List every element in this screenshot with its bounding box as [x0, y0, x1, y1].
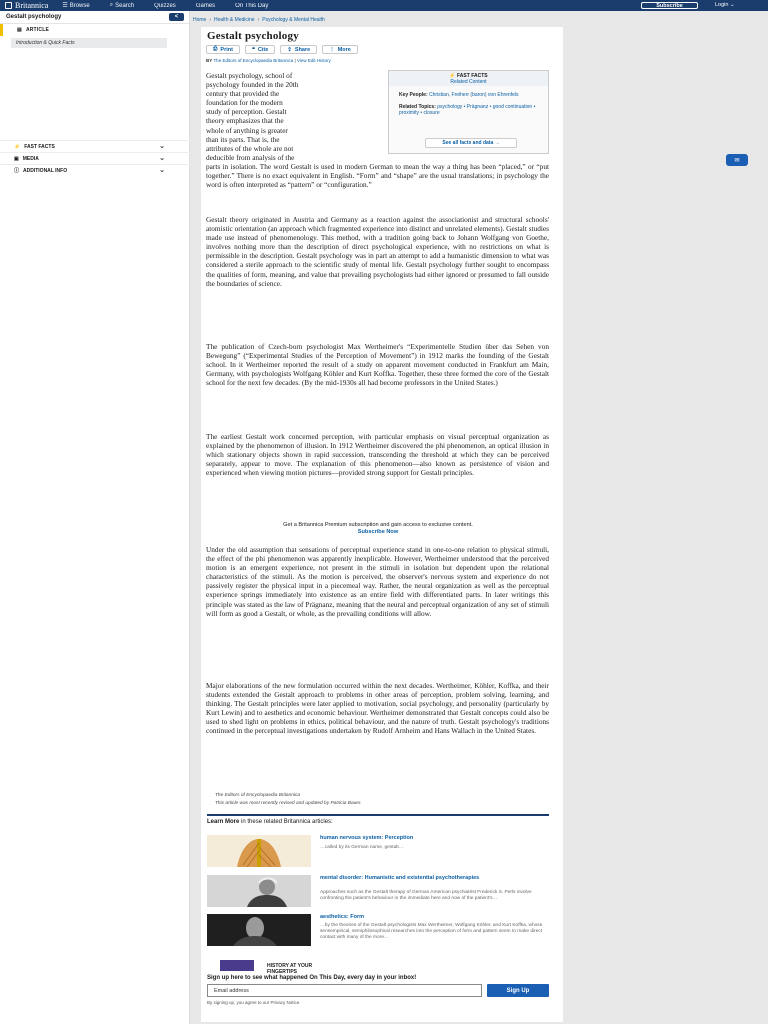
nav-browse[interactable]: ☰ Browse — [62, 2, 90, 9]
related-title[interactable]: human nervous system: Perception — [320, 835, 414, 841]
chevron-down-icon: ⌄ — [159, 167, 165, 174]
intro-line: century that provided the — [206, 89, 280, 99]
login-button[interactable]: Login ⌄ — [715, 2, 735, 8]
intro-line: than its parts. That is, the — [206, 134, 280, 144]
share-icon: ⇪ — [287, 46, 292, 53]
breadcrumb-home[interactable]: Home — [193, 17, 207, 23]
chat-icon: ✉ — [734, 157, 740, 164]
print-button[interactable]: ⎙ Print — [206, 45, 240, 54]
share-button[interactable]: ⇪ Share — [280, 45, 317, 54]
envelope-icon — [220, 960, 254, 971]
page-title: Gestalt psychology — [207, 30, 299, 42]
info-icon: ⓘ — [14, 168, 20, 174]
aesthetics-photo — [207, 914, 311, 946]
intro-line: foundation for the modern — [206, 98, 283, 108]
related-desc: Approaches such as the Gestalt therapy of German American psychiatrist Frederick S. Perls involve confronting the patient's behaviour in the immediate here and now of the patient's… — [320, 890, 532, 901]
credit-revision: This article was most recently revised and updated by Patricia Bauer. — [215, 801, 362, 806]
learn-more-heading: Learn More in these related Britannica articles: — [207, 819, 333, 825]
paragraph-3: The publication of Czech-born psychologist Max Wertheimer's “Experimentelle Studien über das Sehen von Bewegung” (“Experimental Studies of the Perception of Movement”) in 1912 marks the founding of the Gestalt school. In it Wertheimer reported the result of a study on apparent movement conducted in Frankfurt am Main, Germany, with psychologists Wolfgang Köhler and Kurt Koffka. Together, these three formed the core of the Gestalt school for the next few decades. (By the mid-1930s all had become professors in the United States.) — [206, 342, 549, 388]
nav-search[interactable]: ⌕ Search — [109, 2, 135, 9]
related-article[interactable] — [207, 835, 549, 871]
more-button[interactable]: ⋮ More — [322, 45, 358, 54]
nav-quizzes[interactable]: Quizzes — [154, 2, 176, 9]
feedback-button[interactable] — [726, 154, 748, 166]
editors-link[interactable]: The Editors of Encyclopaedia Britannica — [213, 58, 294, 63]
britannica-logo[interactable]: Britannica — [5, 1, 48, 10]
intro-line: Gestalt psychology, school of — [206, 71, 293, 80]
chevron-down-icon: ⌄ — [159, 143, 165, 150]
edit-history-link[interactable]: View Edit History — [296, 58, 331, 63]
fast-facts-heading: ⚡ FAST FACTS — [449, 73, 488, 79]
related-article[interactable] — [207, 914, 549, 948]
chevron-down-icon: ⌄ — [730, 2, 735, 8]
sidebar-item-intro[interactable]: Introduction & Quick Facts — [11, 38, 167, 48]
byline: BY The Editors of Encyclopaedia Britannica | View Edit History — [206, 58, 331, 63]
paragraph-4: The earliest Gestalt work concerned perception, with particular emphasis on visual perceptual organization as explained by the phenomenon of illusion. In 1912 Wertheimer discovered the phi phenomenon, an optical illusion in which stationary objects shown in rapid succession, transcending the threshold at which they can be perceived separately, appear to move. The explanation of this phenomenon—also known as persistence of vision and experienced when viewing motion pictures—provided strong support for Gestalt principles. — [206, 432, 549, 478]
subscribe-button[interactable]: Subscribe — [641, 2, 698, 9]
breadcrumb-psychology[interactable]: Psychology & Mental Health — [262, 17, 325, 23]
intro-line: whole of anything is greater — [206, 125, 288, 135]
sidebar-item-fast-facts[interactable]: ⚡ FAST FACTS ⌄ — [0, 140, 190, 152]
related-title[interactable]: mental disorder: Humanistic and existential psychotherapies — [320, 875, 480, 881]
sidebar-item-media[interactable]: ▣ MEDIA ⌄ — [0, 152, 190, 164]
intro-line: deducible from analysis of the — [206, 152, 295, 162]
intro-line: attributes of the whole are not — [206, 143, 294, 153]
sidebar-title: Gestalt psychology — [6, 14, 62, 20]
more-icon: ⋮ — [329, 46, 335, 53]
paragraph-6: Major elaborations of the new formulation occurred within the next decades. Wertheimer, Köhler, Koffka, and their students extended the Gestalt approach to problems in other areas of perception, problem solving, learning, and thinking. The Gestalt principles were later applied to motivation, social psychology, and personality (particularly by Kurt Lewin) and to aesthetics and economic behaviour. Wertheimer demonstrated that Gestalt concepts could also be used to shed light on problems in ethics, political behaviour, and the nature of truth. Gestalt psychology's traditions continued in the perceptual investigations undertaken by Rudolf Arnheim and Hans Wallach in the United States. — [206, 681, 549, 736]
divider — [207, 814, 549, 816]
perls-photo — [207, 875, 311, 907]
intro-line: theory emphasizes that the — [206, 116, 284, 126]
top-nav — [0, 0, 768, 11]
fast-facts-box: ⚡ FAST FACTS Related Content Key People: Christian, Freiherr (baron) von Ehrenfels Related Topics: psychology • Prägnanz • good continuation • proximity • closure See all facts and data → — [388, 70, 549, 154]
search-icon: ⌕ — [109, 2, 114, 8]
sidebar-item-additional-info[interactable]: ⓘ ADDITIONAL INFO ⌄ — [0, 164, 190, 176]
nav-games[interactable]: Games — [195, 2, 216, 9]
quote-icon: ❝ — [251, 46, 255, 53]
document-icon: ▤ — [17, 27, 22, 33]
related-article[interactable] — [207, 875, 549, 911]
breadcrumb: Home › Health & Medicine › Psychology & Mental Health — [193, 17, 325, 23]
related-desc: …by the theories of the Gestalt psychologists Max Wertheimer, Wolfgang Köhler, and Kurt Koffka, whose sensempirical, semiphilosophical researches into the perception of form and pattern seem to make direct contact with many of the more… — [320, 923, 543, 940]
newsletter-lead: Sign up here to see what happened On This Day, every day in your inbox! — [207, 975, 417, 981]
intro-line: study of perception. Gestalt — [206, 107, 287, 117]
premium-promo: Get a Britannica Premium subscription and gain access to exclusive content. Subscribe Now — [207, 522, 549, 536]
sidebar — [0, 11, 190, 1024]
related-desc: …called by its German name, gestalt… — [320, 845, 404, 850]
media-icon: ▣ — [14, 155, 19, 162]
email-field[interactable]: Email address — [207, 984, 482, 997]
collapse-sidebar-button[interactable]: < — [169, 13, 184, 21]
cite-button[interactable]: ❝ Cite — [245, 45, 275, 54]
newsletter-heading: HISTORY AT YOUR FINGERTIPS — [267, 963, 313, 975]
credit-editors-link[interactable]: The Editors of Encyclopaedia Britannica — [215, 793, 301, 798]
subscribe-now-link[interactable]: Subscribe Now — [357, 529, 399, 535]
intro-lines — [206, 71, 384, 162]
intro-line: psychology founded in the 20th — [206, 80, 299, 90]
nervous-system-image — [207, 835, 311, 867]
related-title[interactable]: aesthetics: Form — [320, 914, 365, 920]
sidebar-item-article[interactable]: ▤ ARTICLE — [0, 24, 189, 36]
related-topics-links[interactable]: psychology • Prägnanz • good continuation • proximity • closure — [399, 103, 536, 116]
related-content-link[interactable]: Related Content — [450, 79, 487, 85]
chevron-down-icon: ⌄ — [159, 155, 165, 162]
paragraph-1: parts in isolation. The word Gestalt is used in modern German to mean the way a thing has been “placed,” or “put together.” There is no exact equivalent in English. “Form” and “shape” are the usual translations; in psychology the word is often interpreted as “pattern” or “configuration.” — [206, 162, 549, 190]
sign-up-button[interactable]: Sign Up — [487, 984, 549, 997]
see-all-facts-button[interactable]: See all facts and data → — [425, 138, 517, 148]
thistle-icon — [5, 2, 12, 9]
print-icon: ⎙ — [213, 46, 218, 52]
privacy-notice[interactable]: By signing up, you agree to our Privacy Notice. — [207, 1000, 301, 1005]
breadcrumb-health[interactable]: Health & Medicine — [214, 17, 255, 23]
nav-on-this-day[interactable]: On This Day — [235, 2, 269, 9]
lightning-icon: ⚡ — [14, 143, 21, 150]
sidebar-header — [0, 11, 189, 24]
paragraph-5: Under the old assumption that sensations of perceptual experience stand in one-to-one relation to physical stimuli, the effect of the phi phenomenon was apparently inexplicable. However, Wertheimer understood that the perceived motion is an emergent experience, not present in the stimuli in isolation but dependent upon the relational characteristics of the stimuli. As the motion is perceived, the observer's nervous system and experience do not passively register the physical input in a piecemeal way. Rather, the neural organization as well as the perceptual experience springs immediately into existence as an entire field with differentiated parts. In later writings this principle was stated as the law of Prägnanz, meaning that the neural and perceptual organization of any set of stimuli will form as good a Gestalt, or whole, as the prevailing conditions will allow. — [206, 545, 549, 618]
paragraph-2: Gestalt theory originated in Austria and Germany as a reaction against the associationist and structural schools' atomistic orientation (an approach which fragmented experience into distinct and unrelated elements). Gestalt studies made use instead of phenomenology. This method, with a tradition going back to Johann Wolfgang von Goethe, involves nothing more than the description of direct psychological experience, with no restrictions on what is permissible in the description. Gestalt psychology was in part an attempt to add a humanistic dimension to what was considered a sterile approach to the scientific study of mental life. Gestalt psychology further sought to encompass the qualities of form, meaning, and value that prevailing psychologists had either ignored or presumed to fall outside the boundaries of science. — [206, 215, 549, 288]
article-toolbar — [206, 45, 358, 54]
key-people-link[interactable]: Christian, Freiherr (baron) von Ehrenfels — [429, 92, 519, 98]
